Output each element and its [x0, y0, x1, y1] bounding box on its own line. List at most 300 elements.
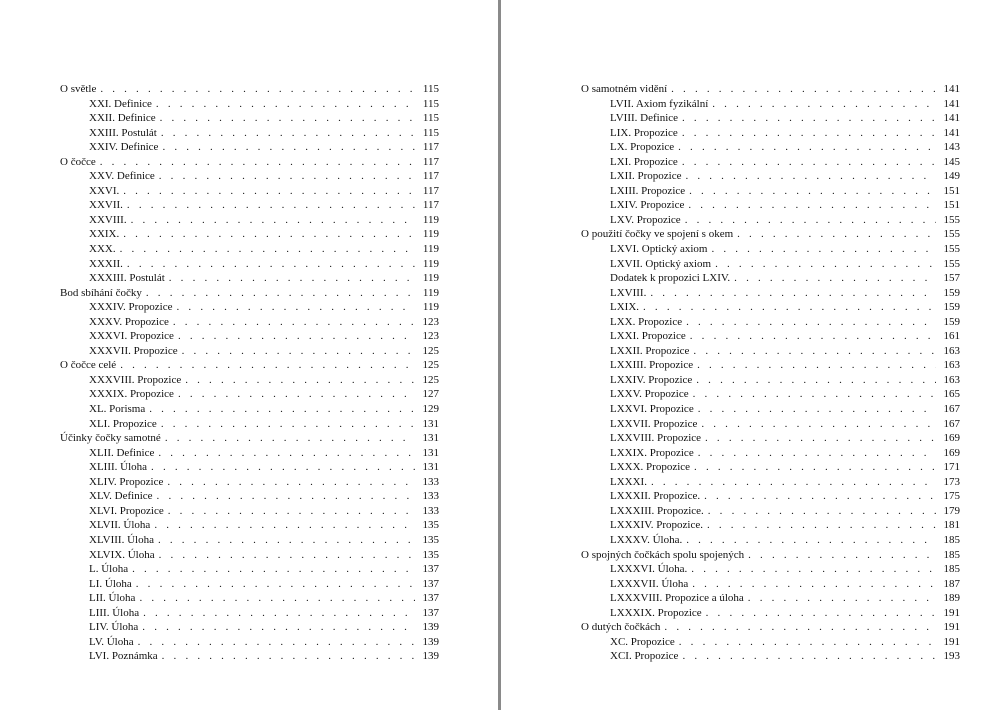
toc-entry[interactable]	[581, 649, 960, 664]
toc-entry[interactable]	[60, 606, 439, 621]
dot-leader	[143, 606, 415, 621]
toc-entry-page-number: 139	[422, 621, 439, 634]
toc-entry-page-number: 163	[943, 344, 960, 357]
dot-leader	[698, 402, 936, 417]
toc-entry-page-number: 155	[943, 213, 960, 226]
toc-entry-title: XXII. Definice	[89, 112, 156, 125]
toc-entry-title: Účinky čočky samotné	[60, 432, 161, 445]
dot-leader	[712, 97, 936, 112]
toc-entry-page-number: 145	[943, 155, 960, 168]
dot-leader	[168, 504, 415, 519]
toc-entry[interactable]	[60, 184, 439, 199]
toc-entry[interactable]	[581, 518, 960, 533]
toc-entry-page-number: 179	[943, 504, 960, 517]
dot-leader	[701, 417, 936, 432]
toc-section-entry[interactable]	[60, 358, 439, 373]
dot-leader	[693, 344, 936, 359]
toc-entry-title: Bod sbíhání čočky	[60, 286, 142, 299]
toc-entry-page-number: 131	[422, 461, 439, 474]
toc-entry-page-number: 125	[422, 344, 439, 357]
toc-entry-title: LXXXV. Úloha.	[610, 533, 683, 546]
toc-entry-title: LIV. Úloha	[89, 621, 139, 634]
toc-entry-page-number: 165	[943, 388, 960, 401]
dot-leader	[158, 533, 415, 548]
toc-entry-page-number: 133	[422, 490, 439, 503]
toc-entry-page-number: 127	[422, 388, 439, 401]
toc-entry-title: LXVI. Optický axiom	[610, 243, 708, 256]
dot-leader	[682, 155, 936, 170]
toc-entry[interactable]	[581, 140, 960, 155]
toc-entry-title: LXIX.	[610, 301, 640, 314]
toc-entry-page-number: 131	[422, 432, 439, 445]
toc-entry-title: XXXIII. Postulát	[89, 272, 165, 285]
toc-entry-page-number: 135	[422, 533, 439, 546]
dot-leader	[679, 635, 936, 650]
toc-entry-page-number: 167	[943, 417, 960, 430]
toc-entry[interactable]	[581, 111, 960, 126]
toc-section-entry[interactable]	[60, 431, 439, 446]
toc-entry[interactable]	[581, 460, 960, 475]
toc-entry-title: LX. Propozice	[610, 141, 675, 154]
toc-entry-title: XCI. Propozice	[610, 650, 679, 663]
toc-entry[interactable]	[581, 504, 960, 519]
toc-entry[interactable]	[581, 300, 960, 315]
dot-leader	[178, 329, 415, 344]
toc-entry-title: LXIII. Propozice	[610, 184, 686, 197]
toc-entry-page-number: 185	[943, 563, 960, 576]
toc-entry[interactable]	[581, 489, 960, 504]
toc-entry[interactable]	[581, 431, 960, 446]
toc-entry-page-number: 131	[422, 446, 439, 459]
dot-leader	[156, 97, 415, 112]
toc-entry-title: LXXXVI. Úloha.	[610, 563, 688, 576]
toc-entry-page-number: 149	[943, 170, 960, 183]
toc-entry[interactable]	[60, 548, 439, 563]
toc-entry-page-number: 185	[943, 548, 960, 561]
toc-entry-title: LXXVI. Propozice	[610, 403, 694, 416]
toc-entry[interactable]	[60, 460, 439, 475]
toc-entry[interactable]	[581, 417, 960, 432]
toc-entry[interactable]	[581, 126, 960, 141]
toc-entry-page-number: 117	[422, 199, 439, 212]
toc-entry-title: LXXIV. Propozice	[610, 373, 693, 386]
toc-entry-page-number: 167	[943, 403, 960, 416]
toc-entry[interactable]	[581, 562, 960, 577]
dot-leader	[651, 475, 936, 490]
dot-leader	[162, 649, 415, 664]
dot-leader	[692, 577, 936, 592]
toc-entry-title: XXX.	[89, 243, 116, 256]
dot-leader	[157, 489, 415, 504]
toc-entry-page-number: 155	[943, 257, 960, 270]
dot-leader	[748, 548, 936, 563]
toc-entry-title: O čočce	[60, 155, 96, 168]
toc-entry-title: LVII. Axiom fyzikální	[610, 97, 709, 110]
toc-entry-page-number: 185	[943, 533, 960, 546]
dot-leader	[160, 111, 415, 126]
toc-entry[interactable]	[60, 227, 439, 242]
toc-entry-title: XLVII. Úloha	[89, 519, 151, 532]
dot-leader	[178, 387, 415, 402]
toc-entry-title: LXVIII.	[610, 286, 647, 299]
toc-entry[interactable]	[60, 242, 439, 257]
toc-entry-title: LXXXVII. Úloha	[610, 577, 689, 590]
toc-entry-page-number: 125	[422, 373, 439, 386]
dot-leader	[159, 169, 415, 184]
toc-section-entry[interactable]	[60, 155, 439, 170]
toc-entry[interactable]	[581, 358, 960, 373]
dot-leader	[685, 169, 936, 184]
dot-leader	[167, 475, 415, 490]
toc-entry[interactable]	[60, 126, 439, 141]
toc-entry-page-number: 159	[943, 315, 960, 328]
dot-leader	[689, 184, 936, 199]
toc-entry-title: LXXX. Propozice	[610, 461, 691, 474]
toc-entry[interactable]	[581, 198, 960, 213]
toc-entry-page-number: 159	[943, 301, 960, 314]
toc-entry-title: LXXXI.	[610, 475, 647, 488]
toc-entry-title: XXIX.	[89, 228, 120, 241]
toc-entry-title: LXXIII. Propozice	[610, 359, 694, 372]
toc-entry-title: LXVII. Optický axiom	[610, 257, 712, 270]
toc-entry-title: XXIII. Postulát	[89, 126, 157, 139]
toc-entry[interactable]	[60, 271, 439, 286]
toc-entry-title: LIII. Úloha	[89, 606, 140, 619]
toc-entry[interactable]	[60, 562, 439, 577]
toc-entry-page-number: 115	[422, 126, 439, 139]
toc-entry-title: XLII. Definice	[89, 446, 155, 459]
toc-entry-page-number: 125	[422, 359, 439, 372]
dot-leader	[161, 417, 415, 432]
toc-entry-title: LXX. Propozice	[610, 315, 683, 328]
toc-entry[interactable]	[581, 286, 960, 301]
toc-entry[interactable]	[581, 533, 960, 548]
toc-entry-title: XXVI.	[89, 184, 120, 197]
toc-entry-page-number: 135	[422, 519, 439, 532]
table-of-contents-right	[581, 82, 960, 664]
toc-entry[interactable]	[581, 271, 960, 286]
toc-entry-page-number: 189	[943, 592, 960, 605]
dot-leader	[120, 242, 415, 257]
dot-leader	[139, 591, 415, 606]
toc-entry-page-number: 191	[943, 621, 960, 634]
toc-entry-title: LI. Úloha	[89, 577, 132, 590]
dot-leader	[715, 257, 936, 272]
toc-entry-title: LXI. Propozice	[610, 155, 678, 168]
dot-leader	[682, 111, 936, 126]
toc-entry-page-number: 151	[943, 184, 960, 197]
toc-entry[interactable]	[581, 446, 960, 461]
dot-leader	[177, 300, 415, 315]
dot-leader	[711, 242, 936, 257]
toc-entry[interactable]	[60, 417, 439, 432]
toc-section-entry[interactable]	[581, 620, 960, 635]
toc-entry[interactable]	[60, 620, 439, 635]
toc-entry-page-number: 139	[422, 635, 439, 648]
dot-leader	[132, 562, 415, 577]
toc-entry-page-number: 129	[422, 403, 439, 416]
toc-entry-page-number: 119	[422, 213, 439, 226]
toc-entry-title: LXXVIII. Propozice	[610, 432, 702, 445]
toc-entry-title: Dodatek k propozici LXIV.	[610, 272, 731, 285]
toc-entry-title: XLIV. Propozice	[89, 475, 164, 488]
dot-leader	[705, 431, 936, 446]
dot-leader	[158, 446, 415, 461]
toc-entry-title: LXXI. Propozice	[610, 330, 686, 343]
toc-entry[interactable]	[581, 387, 960, 402]
toc-entry-page-number: 141	[943, 112, 960, 125]
toc-entry[interactable]	[60, 577, 439, 592]
toc-entry-title: XXXVII. Propozice	[89, 344, 178, 357]
toc-entry[interactable]	[581, 577, 960, 592]
toc-entry-page-number: 181	[943, 519, 960, 532]
toc-entry[interactable]	[60, 213, 439, 228]
toc-entry-page-number: 139	[422, 650, 439, 663]
toc-entry-title: LV. Úloha	[89, 635, 134, 648]
dot-leader	[686, 533, 936, 548]
dot-leader	[100, 155, 415, 170]
toc-entry-title: XC. Propozice	[610, 635, 675, 648]
dot-leader	[162, 140, 415, 155]
toc-entry-page-number: 123	[422, 315, 439, 328]
dot-leader	[707, 518, 936, 533]
dot-leader	[169, 271, 415, 286]
toc-entry[interactable]	[60, 257, 439, 272]
toc-entry[interactable]	[581, 184, 960, 199]
dot-leader	[123, 184, 415, 199]
toc-entry[interactable]	[60, 446, 439, 461]
toc-entry[interactable]	[581, 344, 960, 359]
dot-leader	[698, 446, 936, 461]
dot-leader	[123, 227, 415, 242]
toc-entry-page-number: 161	[943, 330, 960, 343]
toc-entry-page-number: 187	[943, 577, 960, 590]
dot-leader	[671, 82, 936, 97]
toc-entry[interactable]	[60, 533, 439, 548]
toc-entry-page-number: 137	[422, 592, 439, 605]
toc-entry-title: L. Úloha	[89, 563, 129, 576]
toc-entry-page-number: 119	[422, 286, 439, 299]
dot-leader	[136, 577, 415, 592]
toc-entry[interactable]	[60, 315, 439, 330]
toc-entry-title: XXIV. Definice	[89, 141, 159, 154]
toc-entry[interactable]	[581, 169, 960, 184]
toc-entry[interactable]	[60, 329, 439, 344]
toc-entry-page-number: 173	[943, 475, 960, 488]
toc-section-entry[interactable]	[60, 286, 439, 301]
toc-entry[interactable]	[581, 213, 960, 228]
toc-entry-title: LXII. Propozice	[610, 170, 682, 183]
toc-entry[interactable]	[60, 504, 439, 519]
dot-leader	[682, 126, 936, 141]
toc-entry-page-number: 137	[422, 577, 439, 590]
dot-leader	[127, 257, 415, 272]
toc-entry[interactable]	[581, 606, 960, 621]
toc-entry-title: LXIV. Propozice	[610, 199, 685, 212]
toc-entry[interactable]	[60, 140, 439, 155]
toc-entry-title: LXV. Propozice	[610, 213, 681, 226]
toc-entry-title: XXVII.	[89, 199, 123, 212]
dot-leader	[182, 344, 415, 359]
dot-leader	[704, 489, 936, 504]
toc-entry-page-number: 137	[422, 563, 439, 576]
toc-entry-title: O spojných čočkách spolu spojených	[581, 548, 745, 561]
toc-entry[interactable]	[581, 315, 960, 330]
toc-entry-title: XLVI. Propozice	[89, 504, 164, 517]
toc-entry-title: LXXVII. Propozice	[610, 417, 698, 430]
toc-entry-title: LXXXII. Propozice.	[610, 490, 701, 503]
toc-entry-title: XLV. Definice	[89, 490, 153, 503]
toc-entry-page-number: 123	[422, 330, 439, 343]
toc-entry[interactable]	[60, 198, 439, 213]
dot-leader	[737, 227, 936, 242]
toc-section-entry[interactable]	[581, 548, 960, 563]
toc-entry-page-number: 119	[422, 257, 439, 270]
toc-entry-title: XXXVIII. Propozice	[89, 373, 182, 386]
toc-entry-title: LXXIX. Propozice	[610, 446, 694, 459]
dot-leader	[664, 620, 936, 635]
toc-entry-page-number: 119	[422, 272, 439, 285]
toc-entry[interactable]	[60, 344, 439, 359]
toc-entry[interactable]	[60, 489, 439, 504]
toc-entry-page-number: 163	[943, 359, 960, 372]
toc-entry-title: O použití čočky ve spojení s okem	[581, 228, 734, 241]
toc-entry[interactable]	[60, 373, 439, 388]
dot-leader	[165, 431, 415, 446]
dot-leader	[142, 620, 415, 635]
toc-entry-page-number: 117	[422, 184, 439, 197]
toc-entry[interactable]	[581, 591, 960, 606]
dot-leader	[100, 82, 415, 97]
toc-entry-title: XLVIX. Úloha	[89, 548, 155, 561]
toc-entry[interactable]	[60, 649, 439, 664]
toc-entry[interactable]	[60, 591, 439, 606]
toc-entry-page-number: 135	[422, 548, 439, 561]
toc-entry-page-number: 171	[943, 461, 960, 474]
dot-leader	[127, 198, 415, 213]
toc-entry-page-number: 193	[943, 650, 960, 663]
dot-leader	[173, 315, 415, 330]
dot-leader	[159, 548, 415, 563]
toc-entry-page-number: 155	[943, 228, 960, 241]
toc-entry-page-number: 119	[422, 243, 439, 256]
dot-leader	[138, 635, 415, 650]
toc-entry-title: LXXII. Propozice	[610, 344, 690, 357]
toc-entry[interactable]	[60, 518, 439, 533]
toc-entry-page-number: 119	[422, 228, 439, 241]
toc-entry-title: XXV. Definice	[89, 170, 155, 183]
toc-entry[interactable]	[581, 97, 960, 112]
toc-entry[interactable]	[581, 329, 960, 344]
toc-entry-title: XXXV. Propozice	[89, 315, 169, 328]
toc-entry[interactable]	[60, 300, 439, 315]
toc-entry-page-number: 155	[943, 243, 960, 256]
toc-section-entry[interactable]	[581, 82, 960, 97]
toc-entry[interactable]	[60, 475, 439, 490]
toc-entry-page-number: 117	[422, 170, 439, 183]
toc-entry-title: LXXXIV. Propozice.	[610, 519, 703, 532]
toc-entry-page-number: 133	[422, 504, 439, 517]
dot-leader	[706, 606, 936, 621]
toc-entry-title: XXXIX. Propozice	[89, 388, 174, 401]
toc-entry-page-number: 137	[422, 606, 439, 619]
toc-entry-title: LXXXIX. Propozice	[610, 606, 702, 619]
toc-entry[interactable]	[581, 242, 960, 257]
toc-entry-title: XL. Porisma	[89, 403, 146, 416]
dot-leader	[708, 504, 936, 519]
dot-leader	[650, 286, 936, 301]
toc-entry-page-number: 163	[943, 373, 960, 386]
toc-entry-page-number: 117	[422, 141, 439, 154]
dot-leader	[154, 518, 415, 533]
toc-entry[interactable]	[60, 402, 439, 417]
toc-entry[interactable]	[60, 387, 439, 402]
toc-entry-title: XXXIV. Propozice	[89, 301, 173, 314]
dot-leader	[734, 271, 936, 286]
toc-entry-title: XLVIII. Úloha	[89, 533, 154, 546]
toc-entry-title: O čočce celé	[60, 359, 117, 372]
toc-entry[interactable]	[60, 635, 439, 650]
dot-leader	[120, 358, 415, 373]
dot-leader	[146, 286, 415, 301]
toc-entry-title: O samotném vidění	[581, 83, 668, 95]
dot-leader	[748, 591, 936, 606]
toc-entry[interactable]	[60, 97, 439, 112]
dot-leader	[688, 198, 936, 213]
toc-entry-page-number: 169	[943, 446, 960, 459]
toc-section-entry[interactable]	[60, 82, 439, 97]
dot-leader	[131, 213, 415, 228]
toc-entry-title: LXXXVIII. Propozice a úloha	[610, 592, 744, 605]
toc-entry[interactable]	[581, 257, 960, 272]
toc-entry-title: XLI. Propozice	[89, 417, 157, 430]
toc-entry[interactable]	[60, 111, 439, 126]
toc-entry[interactable]	[581, 155, 960, 170]
toc-entry-title: XXI. Definice	[89, 97, 152, 110]
toc-entry-title: LXXV. Propozice	[610, 388, 689, 401]
toc-entry[interactable]	[581, 635, 960, 650]
toc-entry-title: LIX. Propozice	[610, 126, 678, 139]
toc-entry-page-number: 119	[422, 301, 439, 314]
toc-entry[interactable]	[60, 169, 439, 184]
toc-entry-page-number: 143	[943, 141, 960, 154]
toc-section-entry[interactable]	[581, 227, 960, 242]
toc-entry-title: XXXII.	[89, 257, 123, 270]
toc-entry-page-number: 141	[943, 126, 960, 139]
toc-entry-page-number: 157	[943, 272, 960, 285]
toc-entry-title: XXVIII.	[89, 213, 127, 226]
toc-entry-page-number: 191	[943, 635, 960, 648]
dot-leader	[682, 649, 936, 664]
toc-entry-title: XXXVI. Propozice	[89, 330, 174, 343]
toc-entry-title: LVI. Poznámka	[89, 650, 158, 663]
toc-entry[interactable]	[581, 373, 960, 388]
toc-entry-page-number: 151	[943, 199, 960, 212]
toc-entry-page-number: 141	[943, 83, 960, 95]
toc-entry-title: O světle	[60, 83, 97, 95]
toc-entry-page-number: 133	[422, 475, 439, 488]
toc-entry[interactable]	[581, 402, 960, 417]
dot-leader	[685, 213, 936, 228]
dot-leader	[161, 126, 415, 141]
dot-leader	[696, 373, 936, 388]
toc-entry-page-number: 175	[943, 490, 960, 503]
toc-entry-page-number: 115	[422, 97, 439, 110]
dot-leader	[149, 402, 415, 417]
dot-leader	[151, 460, 415, 475]
toc-entry[interactable]	[581, 475, 960, 490]
dot-leader	[690, 329, 936, 344]
